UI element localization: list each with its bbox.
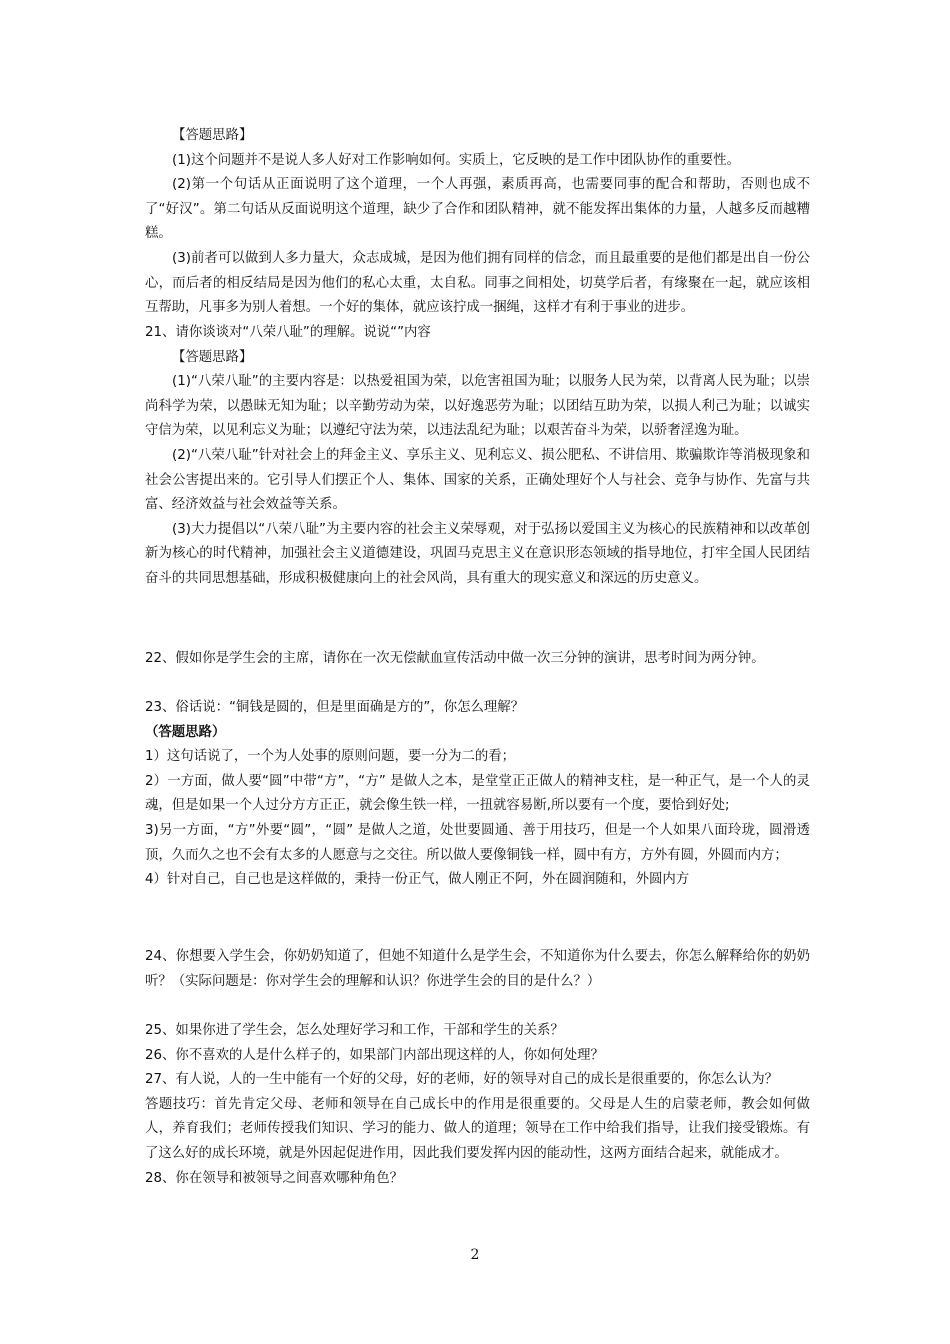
question-text: 21、请你谈谈对“八荣八耻”的理解。说说“”内容 — [145, 325, 431, 340]
paragraph: (2)“八荣八耻”针对社会上的拜金主义、享乐主义、见利忘义、损公肥私、不讲信用、欺骗欺诈等消极现象和社会公害提出来的。它引导人们摆正个人、集体、国家的关系，正确处理好个人与社会、竞争与协作、先富与共富、经济效益与社会效益等关系。 — [145, 447, 810, 513]
answer-approach-heading: 【答题思路】 — [172, 349, 253, 365]
question-text: 26、你不喜欢的人是什么样子的，如果部门内部出现这样的人，你如何处理？ — [145, 1047, 604, 1063]
paragraph: (1)“八荣八耻”的主要内容是：以热爱祖国为荣，以危害祖国为耻；以服务人民为荣，以背离人民为耻；以崇尚科学为荣，以愚昧无知为耻；以辛勤劳动为荣，以好逸恶劳为耻；以团结互助为荣，以损人利己为耻；以诚实守信为荣，以见利忘义为耻；以遵纪守法为荣，以违法乱纪为耻；以艰苦奋斗为荣，以骄奢淫逸为耻。 — [145, 374, 810, 439]
question-23 — [145, 696, 810, 893]
paragraph: 2）一方面，做人要“圆”中带“方”，“方” 是做人之本，是堂堂正正做人的精神支柱，是一种正气，是一个人的灵魂，但是如果一个人过分方方正正，就会像生铁一样，一扭就容易断,所以要有一个度，要恰到好处; — [145, 773, 810, 814]
answer-approach-heading: （答题思路） — [145, 724, 226, 740]
paragraph: 1）这句话说了，一个为人处事的原则问题，要一分为二的看； — [145, 749, 516, 765]
question-text: 23、俗话说：“铜钱是圆的，但是里面确是方的”，你怎么理解？ — [145, 700, 525, 715]
page-number: 2 — [470, 1247, 480, 1263]
question-22 — [145, 647, 810, 672]
section-answer-approach — [145, 124, 810, 321]
paragraph: 3)另一方面，“方”外要“圆”，“圆” 是做人之道，处世要圆通、善于用技巧，但是一个人如果八面玲珑，圆滑透顶，久而久之也不会有太多的人愿意与之交往。所以做人要像铜钱一样，圆中有方，方外有圆，外圆而内方； — [145, 822, 810, 863]
question-text: 25、如果你进了学生会，怎么处理好学习和工作，干部和学生的关系？ — [145, 1023, 564, 1038]
question-text: 24、你想要入学生会，你奶奶知道了，但她不知道什么是学生会，不知道你为什么要去，你怎么解释给你的奶奶听？（实际问题是：你对学生会的理解和认识？你进学生会的目的是什么？） — [145, 949, 810, 989]
question-21 — [145, 321, 810, 592]
questions-25-28 — [145, 1019, 810, 1191]
paragraph: (2)第一个句话从正面说明了这个道理，一个人再强，素质再高，也需要同事的配合和帮助，否则也成不了“好汉”。第二句话从反面说明这个道理，缺少了合作和团队精神，就不能发挥出集体的力量，人越多反而越糟糕。 — [145, 177, 810, 242]
paragraph: (1)这个问题并不是说人多人好对工作影响如何。实质上，它反映的是工作中团队协作的重要性。 — [172, 152, 740, 168]
question-text: 28、你在领导和被领导之间喜欢哪种角色？ — [145, 1170, 404, 1186]
paragraph: (3)大力提倡以“八荣八耻”为主要内容的社会主义荣辱观，对于弘扬以爱国主义为核心的民族精神和以改革创新为核心的时代精神，加强社会主义道德建设，巩固马克思主义在意识形态领域的指导地位，打牢全国人民团结奋斗的共同思想基础，形成积极健康向上的社会风尚，具有重大的现实意义和深远的历史意义。 — [145, 521, 810, 586]
answer-tips: 答题技巧：首先肯定父母、老师和领导在自己成长中的作用是很重要的。父母是人生的启蒙老师，教会如何做人，养育我们；老师传授我们知识、学习的能力、做人的道理；领导在工作中给我们指导，让我们接受锻炼。有了这么好的成长环境，就是外因起促进作用，因此我们要发挥内因的能动性，这两方面结合起来，就能成才。 — [145, 1096, 810, 1161]
paragraph: (3)前者可以做到人多力量大，众志成城，是因为他们拥有同样的信念，而且最重要的是他们都是出自一份公心，而后者的相反结局是因为他们的私心太重，太自私。同事之间相处，切莫学后者，有缘聚在一起，就应该相互帮助，凡事多为别人着想。一个好的集体，就应该拧成一捆绳，这样才有利于事业的进步。 — [145, 250, 810, 316]
paragraph: 4）针对自己，自己也是这样做的，秉持一份正气，做人刚正不阿，外在圆润随和，外圆内方 — [145, 872, 690, 888]
answer-approach-heading: 【答题思路】 — [172, 128, 253, 143]
question-text: 27、有人说，人的一生中能有一个好的父母，好的老师，好的领导对自己的成长是很重要的，你怎么认为？ — [145, 1072, 779, 1088]
question-24 — [145, 945, 810, 994]
question-text: 22、假如你是学生会的主席，请你在一次无偿献血宣传活动中做一次三分钟的演讲，思考时间为两分钟。 — [145, 651, 765, 666]
